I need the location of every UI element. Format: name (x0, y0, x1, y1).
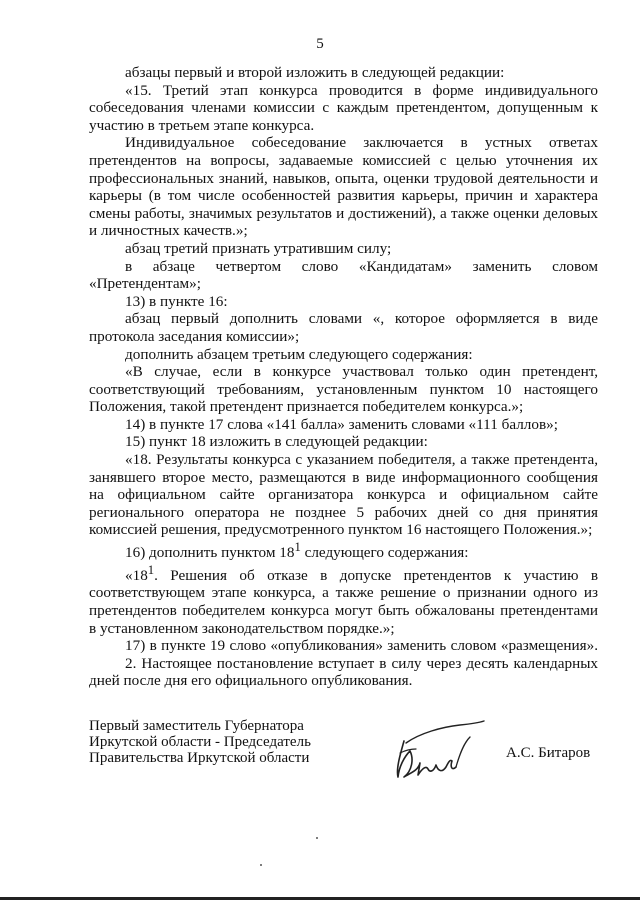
scan-speck (260, 864, 262, 866)
signatory-position (89, 718, 311, 766)
paragraph: «В случае, если в конкурсе участвовал только один претендент, соответствующий требованиям, установленным пунктом 10 настоящего Положения, такой претендент признается победителем конкурса.»; (89, 363, 598, 416)
paragraph: 16) дополнить пунктом $18^1$ следующего содержания: (125, 540, 469, 562)
paragraph: абзацы первый и второй изложить в следующей редакции: (125, 64, 505, 81)
paragraph: абзац первый дополнить словами «, которое оформляется в виде протокола заседания комиссии»; (89, 310, 598, 345)
paragraph-group (89, 64, 598, 539)
paragraph-group (89, 637, 598, 690)
signatory-position-line: Иркутской области - Председатель (89, 734, 311, 750)
paragraph: 17) в пункте 19 слово «опубликования» заменить словом «размещения». (125, 637, 598, 655)
document-body (89, 64, 598, 690)
paragraph: «$18^1$. Решения об отказе в допуске претендентов к участию в соответствующем этапе конкурса, а также решение о признании одного из претендентов победителем конкурса могут быть обжалованы претендентами в установленном законодательством порядке.»; (89, 562, 598, 637)
signatory-position-line: Правительства Иркутской области (89, 750, 310, 766)
paragraph: Индивидуальное собеседование заключается в устных ответах претендентов на вопросы, задаваемые комиссией с целью уточнения их профессиональных знаний, навыков, опыта, оценки трудовой деятельности и карьеры (в том числе особенностей развития карьеры, причин и характера смены работы, значимых результатов и достижений), а также оценки деловых и личностных качеств.»; (89, 134, 598, 240)
paragraph: дополнить абзацем третьим следующего содержания: (125, 345, 473, 363)
paragraph: «18. Результаты конкурса с указанием победителя, а также претендента, занявшего второе место, размещаются в виде информационного сообщения на официальном сайте организатора конкурса и официальном сайте регионального оператора не позднее 5 рабочих дней со дня принятия комиссией решения, предусмотренного пунктом 16 настоящего Положения.»; (89, 451, 598, 539)
paragraph: 15) пункт 18 изложить в следующей редакции: (125, 433, 428, 451)
signatory-position-line: Первый заместитель Губернатора (89, 718, 304, 734)
paragraph: 2. Настоящее постановление вступает в силу через десять календарных дней после дня его официального опубликования. (89, 654, 598, 690)
paragraph: «15. Третий этап конкурса проводится в форме индивидуального собеседования членами комиссии с каждым претендентом, допущенным к участию в третьем этапе конкурса. (89, 81, 598, 134)
scan-edge (0, 897, 640, 900)
scan-speck (316, 837, 318, 839)
paragraph: 13) в пункте 16: (125, 292, 228, 310)
paragraph: абзац третий признать утратившим силу; (125, 239, 392, 257)
handwritten-signature (390, 713, 490, 788)
signatory-name: А.С. Битаров (506, 745, 591, 761)
paragraph: в абзаце четвертом слово «Кандидатам» заменить словом «Претендентам»; (89, 257, 598, 293)
paragraph: 14) в пункте 17 слова «141 балла» заменить словами «111 баллов»; (125, 415, 558, 433)
page-number: 5 (316, 36, 324, 52)
